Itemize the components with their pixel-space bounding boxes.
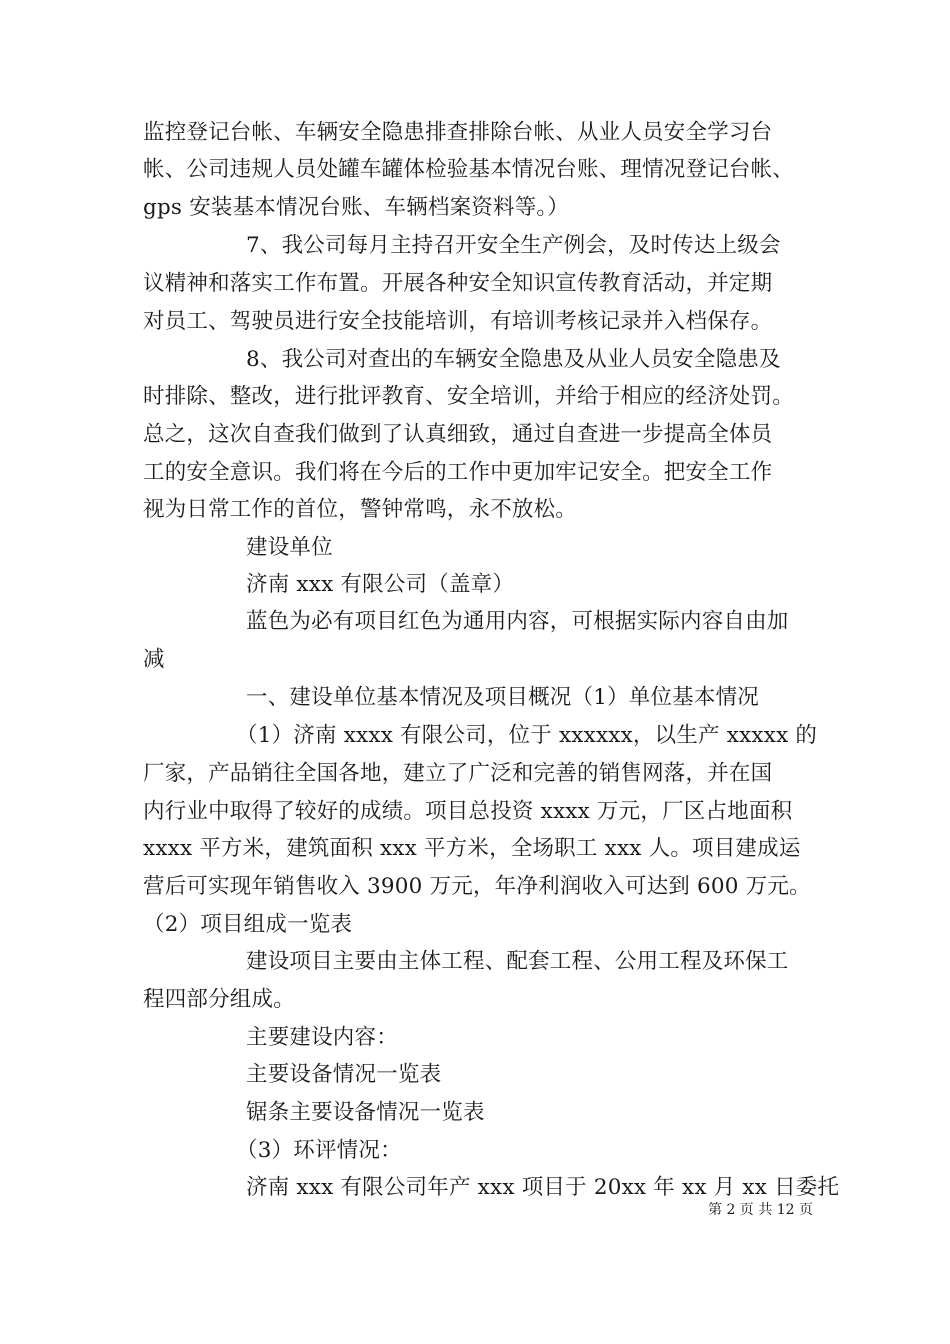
section-heading: 一、建设单位基本情况及项目概况（1）单位基本情况	[246, 685, 759, 710]
text-line: 建设项目主要由主体工程、配套工程、公用工程及环保工	[246, 949, 789, 974]
text-line: 工的安全意识。我们将在今后的工作中更加牢记安全。把安全工作	[143, 460, 773, 485]
text-line: 主要建设内容：	[246, 1025, 398, 1050]
text-line: 7、我公司每月主持召开安全生产例会，及时传达上级会	[246, 233, 781, 258]
text-line: 程四部分组成。	[143, 987, 295, 1012]
text-line: 对员工、驾驶员进行安全技能培训，有培训考核记录并入档保存。	[143, 309, 773, 334]
text-line: 厂家，产品销往全国各地，建立了广泛和完善的销售网落，并在国	[143, 761, 773, 786]
text-line: 总之，这次自查我们做到了认真细致，通过自查进一步提高全体员	[143, 422, 773, 447]
text-line: 营后可实现年销售收入 3900 万元，年净利润收入可达到 600 万元。	[143, 874, 811, 899]
text-line: 锯条主要设备情况一览表	[246, 1100, 485, 1125]
text-line: 帐、公司违规人员处罐车罐体检验基本情况台账、理情况登记台帐、	[143, 157, 795, 182]
text-line: 济南 xxx 有限公司（盖章）	[246, 572, 515, 597]
text-line: （1）济南 xxxx 有限公司，位于 xxxxxx，以生产 xxxxx 的	[236, 723, 818, 748]
text-line: （2）项目组成一览表	[143, 912, 353, 937]
text-line: 主要设备情况一览表	[246, 1062, 442, 1087]
text-line: 8、我公司对查出的车辆安全隐患及从业人员安全隐患及	[246, 347, 781, 372]
text-line: 济南 xxx 有限公司年产 xxx 项目于 20xx 年 xx 月 xx 日委托	[246, 1175, 840, 1200]
text-line: （3）环评情况：	[236, 1138, 402, 1163]
text-line: gps 安装基本情况台账、车辆档案资料等。）	[143, 195, 570, 220]
text-line: 蓝色为必有项目红色为通用内容，可根据实际内容自由加	[246, 609, 789, 634]
text-line: 视为日常工作的首位，警钟常鸣，永不放松。	[143, 497, 578, 522]
page-footer: 第 2 页 共 12 页	[708, 1202, 813, 1218]
text-line: 建设单位	[246, 535, 333, 560]
text-line: 时排除、整改，进行批评教育、安全培训，并给于相应的经济处罚。	[143, 384, 795, 409]
text-line: 监控登记台帐、车辆安全隐患排查排除台帐、从业人员安全学习台	[143, 120, 773, 145]
text-line: 减	[143, 647, 165, 672]
text-line: 议精神和落实工作布置。开展各种安全知识宣传教育活动，并定期	[143, 271, 773, 296]
text-line: 内行业中取得了较好的成绩。项目总投资 xxxx 万元，厂区占地面积	[143, 799, 793, 824]
text-line: xxxx 平方米，建筑面积 xxx 平方米，全场职工 xxx 人。项目建成运	[143, 836, 801, 861]
